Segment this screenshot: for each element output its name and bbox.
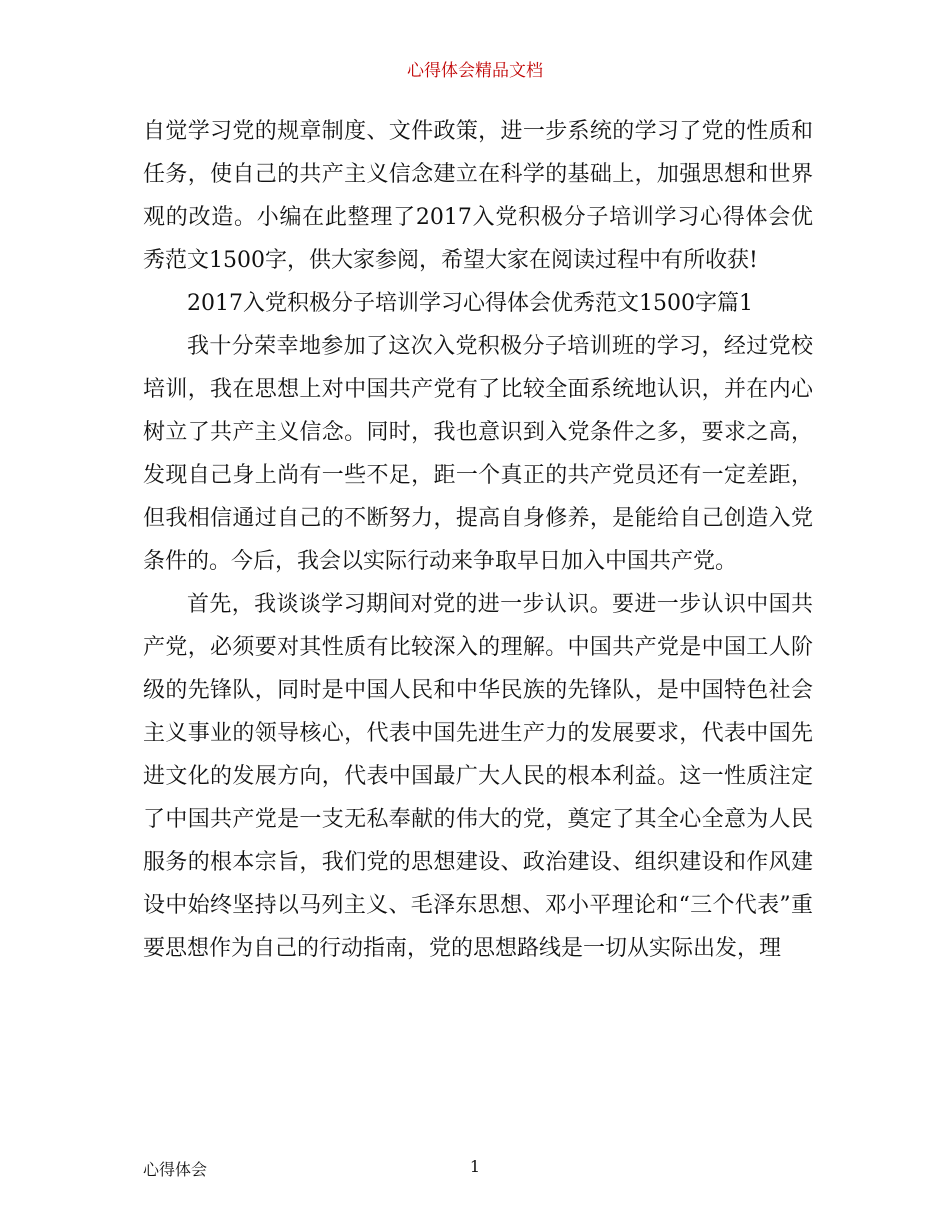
paragraph-intro: 自觉学习党的规章制度、文件政策，进一步系统的学习了党的性质和任务，使自己的共产主义信念建立在科学的基础上，加强思想和世界观的改造。小编在此整理了2017入党积极分子培训学习心得体会优秀范文1500字，供大家参阅，希望大家在阅读过程中有所收获!	[143, 119, 813, 273]
paragraph-2: 首先，我谈谈学习期间对党的进一步认识。要进一步认识中国共产党，必须要对其性质有比较深入的理解。中国共产党是中国工人阶级的先锋队，同时是中国人民和中华民族的先锋队，是中国特色社会主义事业的领导核心，代表中国先进生产力的发展要求，代表中国先进文化的发展方向，代表中国最广大人民的根本利益。这一性质注定了中国共产党是一支无私奉献的伟大的党，奠定了其全心全意为人民服务的根本宗旨，我们党的思想建设、政治建设、组织建设和作风建设中始终坚持以马列主义、毛泽东思想、邓小平理论和“三个代表”重要思想作为自己的行动指南，党的思想路线是一切从实际出发，理	[143, 592, 813, 961]
paragraph-1: 我十分荣幸地参加了这次入党积极分子培训班的学习，经过党校培训，我在思想上对中国共产党有了比较全面系统地认识，并在内心树立了共产主义信念。同时，我也意识到入党条件之多，要求之高，发现自己身上尚有一些不足，距一个真正的共产党员还有一定差距，但我相信通过自己的不断努力，提高自身修养，是能给自己创造入党条件的。今后，我会以实际行动来争取早日加入中国共产党。	[143, 334, 813, 574]
page-header-title: 心得体会精品文档	[407, 61, 543, 81]
footer-label: 心得体会	[143, 1160, 208, 1179]
document-body	[143, 110, 813, 970]
page-number: 1	[469, 1157, 481, 1176]
section-heading: 2017入党积极分子培训学习心得体会优秀范文1500字篇1	[187, 291, 753, 316]
